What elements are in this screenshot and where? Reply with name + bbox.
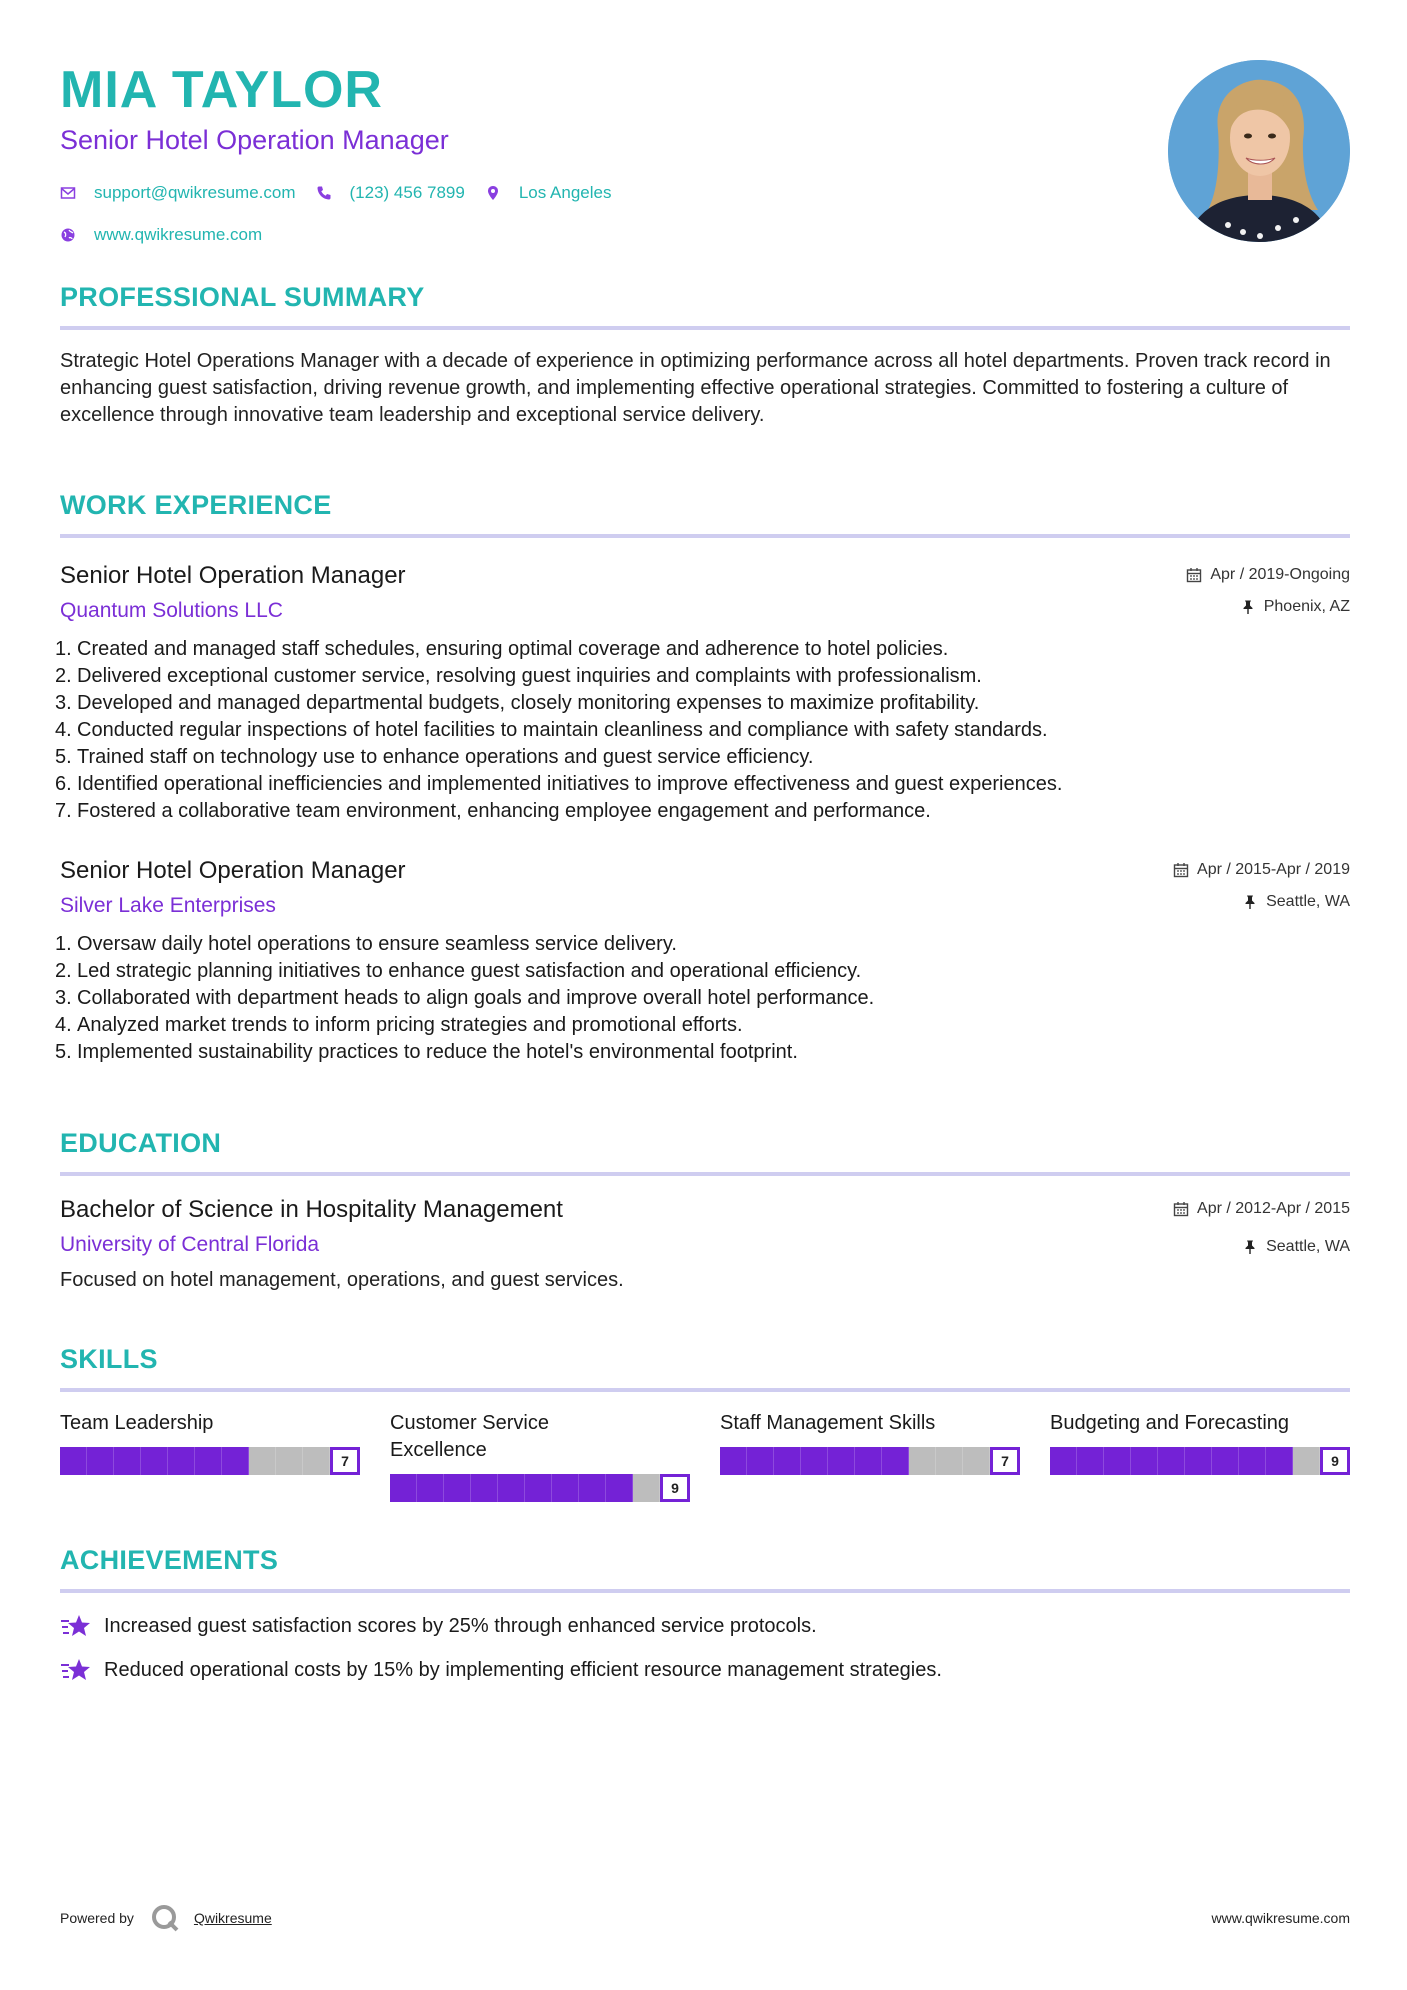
skill-level-segment (249, 1447, 276, 1475)
skill-level-segment (168, 1447, 195, 1475)
calendar-icon (1186, 567, 1202, 583)
skill-level-bar (60, 1447, 360, 1475)
skill-level-segments (390, 1474, 660, 1502)
education-dates: Apr / 2012-Apr / 2015 (1197, 1200, 1350, 1217)
star-icon (60, 1656, 92, 1684)
job-company: Quantum Solutions LLC (60, 599, 283, 622)
skill-level-segment (390, 1474, 417, 1502)
skill-level-segment (303, 1447, 330, 1475)
contact-website[interactable] (60, 225, 262, 245)
job-dates: Apr / 2019-Ongoing (1210, 566, 1350, 583)
skill-level-segment (1131, 1447, 1158, 1475)
skill-level-segment (498, 1474, 525, 1502)
skill-level-segment (1050, 1447, 1077, 1475)
pushpin-icon (1242, 1239, 1258, 1255)
achievement-text: Increased guest satisfaction scores by 25% through enhanced service protocols. (104, 1614, 817, 1637)
skill-level-segment (720, 1447, 747, 1475)
avatar (1168, 60, 1350, 242)
job-location: Seattle, WA (1266, 893, 1350, 910)
education-location: Seattle, WA (1266, 1238, 1350, 1255)
job-dates: Apr / 2015-Apr / 2019 (1197, 861, 1350, 878)
phone-icon (316, 185, 332, 201)
job-company: Silver Lake Enterprises (60, 894, 276, 917)
list-item: 2. Delivered exceptional customer service, resolving guest inquiries and complaints with professionalism. (55, 665, 982, 687)
job-bullets (55, 636, 1350, 825)
list-item (60, 1609, 1350, 1643)
section-divider (60, 1388, 1350, 1392)
achievements-heading: ACHIEVEMENTS (60, 1545, 279, 1575)
education-section (60, 1126, 1350, 1294)
skill-name: Customer Service Excellence (390, 1412, 549, 1461)
candidate-title: Senior Hotel Operation Manager (60, 125, 449, 155)
skill-level-value: 7 (990, 1447, 1020, 1475)
star-icon (60, 1612, 92, 1640)
skill-level-segment (141, 1447, 168, 1475)
candidate-name: MIA TAYLOR (60, 61, 383, 119)
list-item: 6. Identified operational inefficiencies and implemented initiatives to improve effectiveness and guest experiences. (55, 773, 1063, 795)
education-location-row (1173, 1236, 1350, 1258)
summary-section (60, 280, 1350, 429)
skill-level-value: 9 (1320, 1447, 1350, 1475)
skill-level-segment (417, 1474, 444, 1502)
skill-level-segment (1185, 1447, 1212, 1475)
skill-item (60, 1410, 360, 1502)
job-entry (55, 855, 1350, 1066)
skill-level-segment (1266, 1447, 1293, 1475)
skill-level-segment (552, 1474, 579, 1502)
skill-level-segment (579, 1474, 606, 1502)
skill-name: Staff Management Skills (720, 1412, 936, 1434)
skills-heading: SKILLS (60, 1344, 158, 1374)
skill-level-segment (1293, 1447, 1320, 1475)
section-divider (60, 534, 1350, 538)
job-title: Senior Hotel Operation Manager (60, 562, 406, 589)
skill-level-segments (60, 1447, 330, 1475)
skill-level-segment (1239, 1447, 1266, 1475)
school-name: University of Central Florida (60, 1233, 320, 1256)
skill-level-segment (60, 1447, 87, 1475)
list-item: 1. Created and managed staff schedules, ensuring optimal coverage and adherence to hotel policies. (55, 638, 949, 660)
list-item: 7. Fostered a collaborative team environment, enhancing employee engagement and performance. (55, 800, 931, 822)
envelope-icon (60, 185, 76, 201)
list-item: 3. Collaborated with department heads to align goals and improve overall hotel performance. (55, 987, 875, 1009)
skill-level-segment (606, 1474, 633, 1502)
job-entry (55, 560, 1350, 825)
job-meta (1173, 859, 1350, 923)
skill-level-value: 9 (660, 1474, 690, 1502)
job-location-row (1173, 891, 1350, 913)
calendar-icon (1173, 1201, 1189, 1217)
education-entry (60, 1194, 1350, 1294)
list-item: 5. Trained staff on technology use to enhance operations and guest service efficiency. (55, 746, 814, 768)
section-divider (60, 1589, 1350, 1593)
skill-level-segments (720, 1447, 990, 1475)
list-item: 2. Led strategic planning initiatives to enhance guest satisfaction and operational efficiency. (55, 960, 862, 982)
achievement-text: Reduced operational costs by 15% by implementing efficient resource management strategies. (104, 1658, 942, 1681)
skill-level-segment (1104, 1447, 1131, 1475)
email-text: support@qwikresume.com (94, 183, 296, 202)
list-item (60, 1653, 1350, 1687)
summary-heading: PROFESSIONAL SUMMARY (60, 282, 425, 312)
skill-level-value: 7 (330, 1447, 360, 1475)
job-bullets (55, 931, 1350, 1066)
job-location-row (1186, 596, 1350, 618)
list-item: 1. Oversaw daily hotel operations to ensure seamless service delivery. (55, 933, 677, 955)
skill-level-segment (882, 1447, 909, 1475)
achievements-section (60, 1543, 1350, 1697)
skill-level-segment (195, 1447, 222, 1475)
qwikresume-link[interactable]: Qwikresume (193, 1910, 272, 1926)
contact-phone[interactable] (316, 183, 465, 203)
skill-item (720, 1410, 1020, 1502)
pushpin-icon (1242, 894, 1258, 910)
footer (60, 1898, 1350, 1938)
job-location: Phoenix, AZ (1263, 598, 1350, 615)
experience-section (55, 488, 1350, 1066)
contact-email[interactable] (60, 183, 296, 203)
skill-level-bar (1050, 1447, 1350, 1475)
section-divider (60, 1172, 1350, 1176)
job-dates-row (1186, 564, 1350, 586)
skill-level-segment (87, 1447, 114, 1475)
skill-level-segment (801, 1447, 828, 1475)
skill-level-segment (909, 1447, 936, 1475)
skill-level-segment (855, 1447, 882, 1475)
calendar-icon (1173, 862, 1189, 878)
skill-level-segment (936, 1447, 963, 1475)
skill-level-segment (444, 1474, 471, 1502)
resume-header (60, 58, 1060, 264)
skill-level-segment (747, 1447, 774, 1475)
list-item: 4. Conducted regular inspections of hotel facilities to maintain cleanliness and compliance with safety standards. (55, 719, 1048, 741)
job-dates-row (1173, 859, 1350, 881)
skill-level-segment (1158, 1447, 1185, 1475)
education-description: Focused on hotel management, operations, and guest services. (60, 1269, 624, 1291)
skill-level-segment (774, 1447, 801, 1475)
degree-title: Bachelor of Science in Hospitality Management (60, 1196, 563, 1223)
footer-url[interactable]: www.qwikresume.com (1211, 1910, 1350, 1926)
job-meta (1186, 564, 1350, 628)
skills-section (60, 1342, 1350, 1502)
section-divider (60, 326, 1350, 330)
skill-level-bar (720, 1447, 1020, 1475)
skill-level-segment (828, 1447, 855, 1475)
footer-branding (60, 1903, 272, 1933)
skill-level-segment (633, 1474, 660, 1502)
globe-icon (60, 227, 76, 243)
achievements-list (60, 1609, 1350, 1687)
education-heading: EDUCATION (60, 1128, 222, 1158)
contact-info (60, 180, 1060, 248)
location-text: Los Angeles (518, 183, 612, 202)
skills-list (60, 1410, 1350, 1502)
profile-photo (1168, 60, 1350, 242)
pushpin-icon (1240, 599, 1256, 615)
skill-level-segment (963, 1447, 990, 1475)
skill-level-segment (276, 1447, 303, 1475)
website-text: www.qwikresume.com (94, 225, 263, 244)
list-item: 4. Analyzed market trends to inform pricing strategies and promotional efforts. (55, 1014, 743, 1036)
education-dates-row (1173, 1198, 1350, 1220)
qwikresume-logo-icon (150, 1903, 180, 1933)
skill-level-segment (471, 1474, 498, 1502)
skill-level-segment (222, 1447, 249, 1475)
map-pin-icon (485, 185, 501, 201)
skill-item (390, 1410, 690, 1502)
skill-name: Budgeting and Forecasting (1050, 1412, 1290, 1434)
skill-level-segment (1212, 1447, 1239, 1475)
skill-level-segment (1077, 1447, 1104, 1475)
skill-level-segment (525, 1474, 552, 1502)
skill-name: Team Leadership (60, 1412, 214, 1434)
list-item: 5. Implemented sustainability practices to reduce the hotel's environmental footprint. (55, 1041, 798, 1063)
skill-level-segments (1050, 1447, 1320, 1475)
contact-location (485, 183, 612, 203)
summary-text: Strategic Hotel Operations Manager with a decade of experience in optimizing performance across all hotel departments. Proven track record in enhancing guest satisfaction, driving revenue growth, and implementing effective operational strategies. Committed to fostering a culture of excellence through innovative team leadership and exceptional service delivery. (60, 350, 1331, 426)
skill-level-segment (114, 1447, 141, 1475)
skill-item (1050, 1410, 1350, 1502)
contact-row-1 (60, 180, 1060, 206)
powered-by-label: Powered by (60, 1910, 134, 1926)
list-item: 3. Developed and managed departmental budgets, closely monitoring expenses to maximize profitability. (55, 692, 980, 714)
phone-text: (123) 456 7899 (349, 183, 465, 202)
education-meta (1173, 1198, 1350, 1268)
experience-heading: WORK EXPERIENCE (60, 490, 332, 520)
job-title: Senior Hotel Operation Manager (60, 857, 406, 884)
skill-level-bar (390, 1474, 690, 1502)
contact-row-2 (60, 222, 1060, 248)
